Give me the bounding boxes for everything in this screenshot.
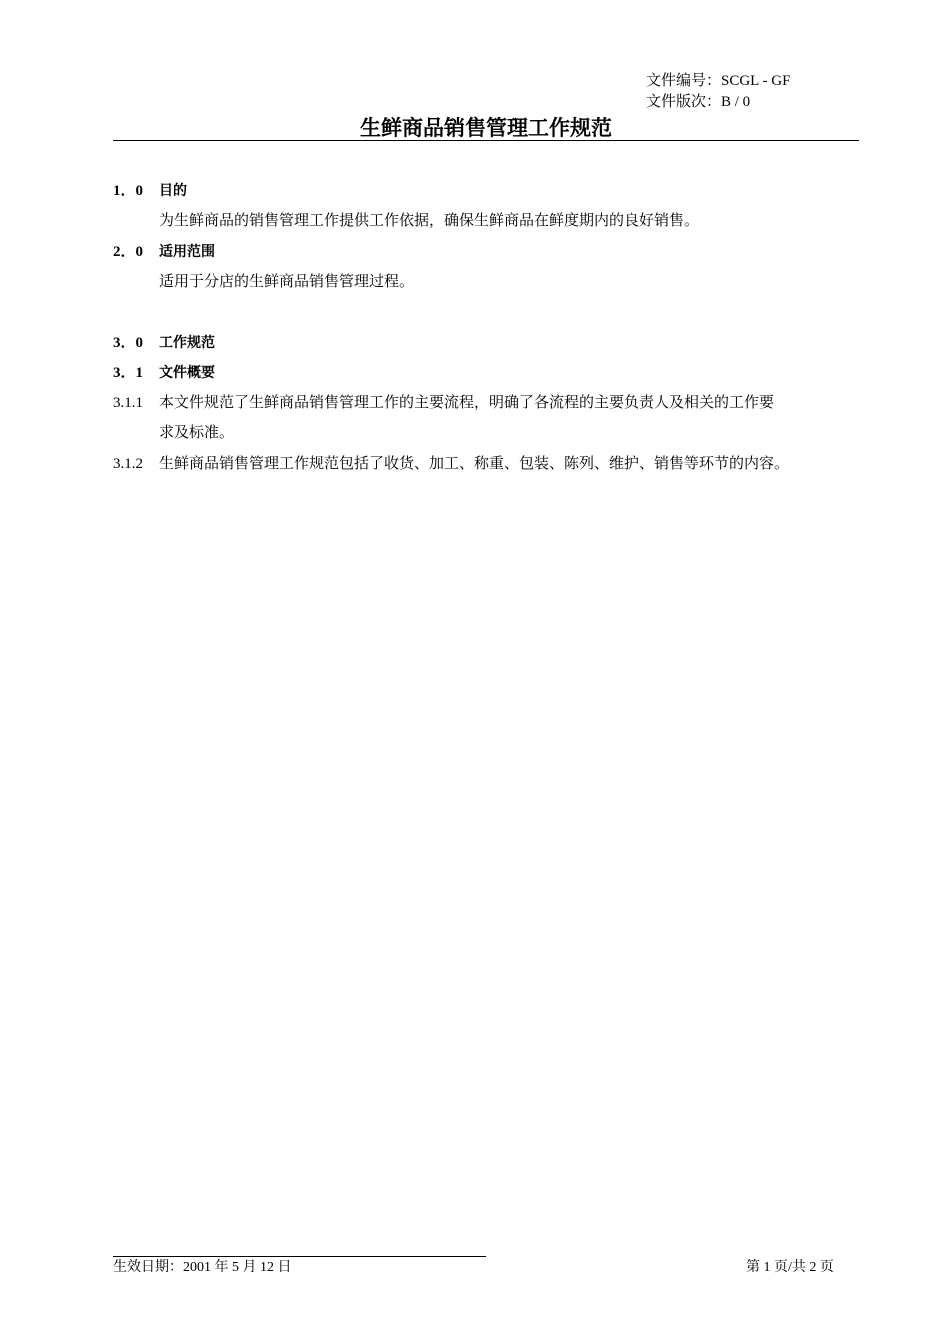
section-title: 适用范围 xyxy=(159,244,215,260)
section-heading-work-spec xyxy=(113,328,215,358)
section-paragraph-purpose: 为生鲜商品的销售管理工作提供工作依据，确保生鲜商品在鲜度期内的良好销售。 xyxy=(159,213,700,229)
page-number: 第 1 页/共 2 页 xyxy=(746,1260,834,1275)
section-heading-purpose xyxy=(113,176,187,206)
clause-number: 3.1.1 xyxy=(113,395,143,411)
document-number: 文件编号：SCGL - GF xyxy=(646,73,791,89)
title-divider xyxy=(113,140,859,141)
clause-text: 生鲜商品销售管理工作规范包括了收货、加工、称重、包装、陈列、维护、销售等环节的内容。 xyxy=(159,456,790,472)
effective-date: 生效日期：2001 年 5 月 12 日 xyxy=(113,1260,292,1275)
footer-divider xyxy=(113,1256,486,1257)
clause-3-1-1-continued: 求及标准。 xyxy=(159,425,235,441)
clause-number: 3.1.2 xyxy=(113,456,143,472)
section-title: 文件概要 xyxy=(159,365,215,381)
section-title: 目的 xyxy=(159,183,187,199)
document-version: 文件版次：B / 0 xyxy=(646,94,751,110)
clause-3-1-2 xyxy=(113,449,789,479)
clause-3-1-1 xyxy=(113,388,774,418)
subsection-heading-overview xyxy=(113,358,215,388)
document-meta xyxy=(646,71,790,113)
section-title: 工作规范 xyxy=(159,335,215,351)
section-heading-scope xyxy=(113,237,215,267)
section-number: 3．1 xyxy=(113,365,144,381)
section-number: 2．0 xyxy=(113,244,144,260)
section-paragraph-scope: 适用于分店的生鲜商品销售管理过程。 xyxy=(159,274,415,290)
section-number: 3．0 xyxy=(113,335,144,351)
clause-text: 本文件规范了生鲜商品销售管理工作的主要流程，明确了各流程的主要负责人及相关的工作要 xyxy=(159,395,775,411)
section-number: 1．0 xyxy=(113,183,144,199)
page-title: 生鲜商品销售管理工作规范 xyxy=(360,116,612,140)
